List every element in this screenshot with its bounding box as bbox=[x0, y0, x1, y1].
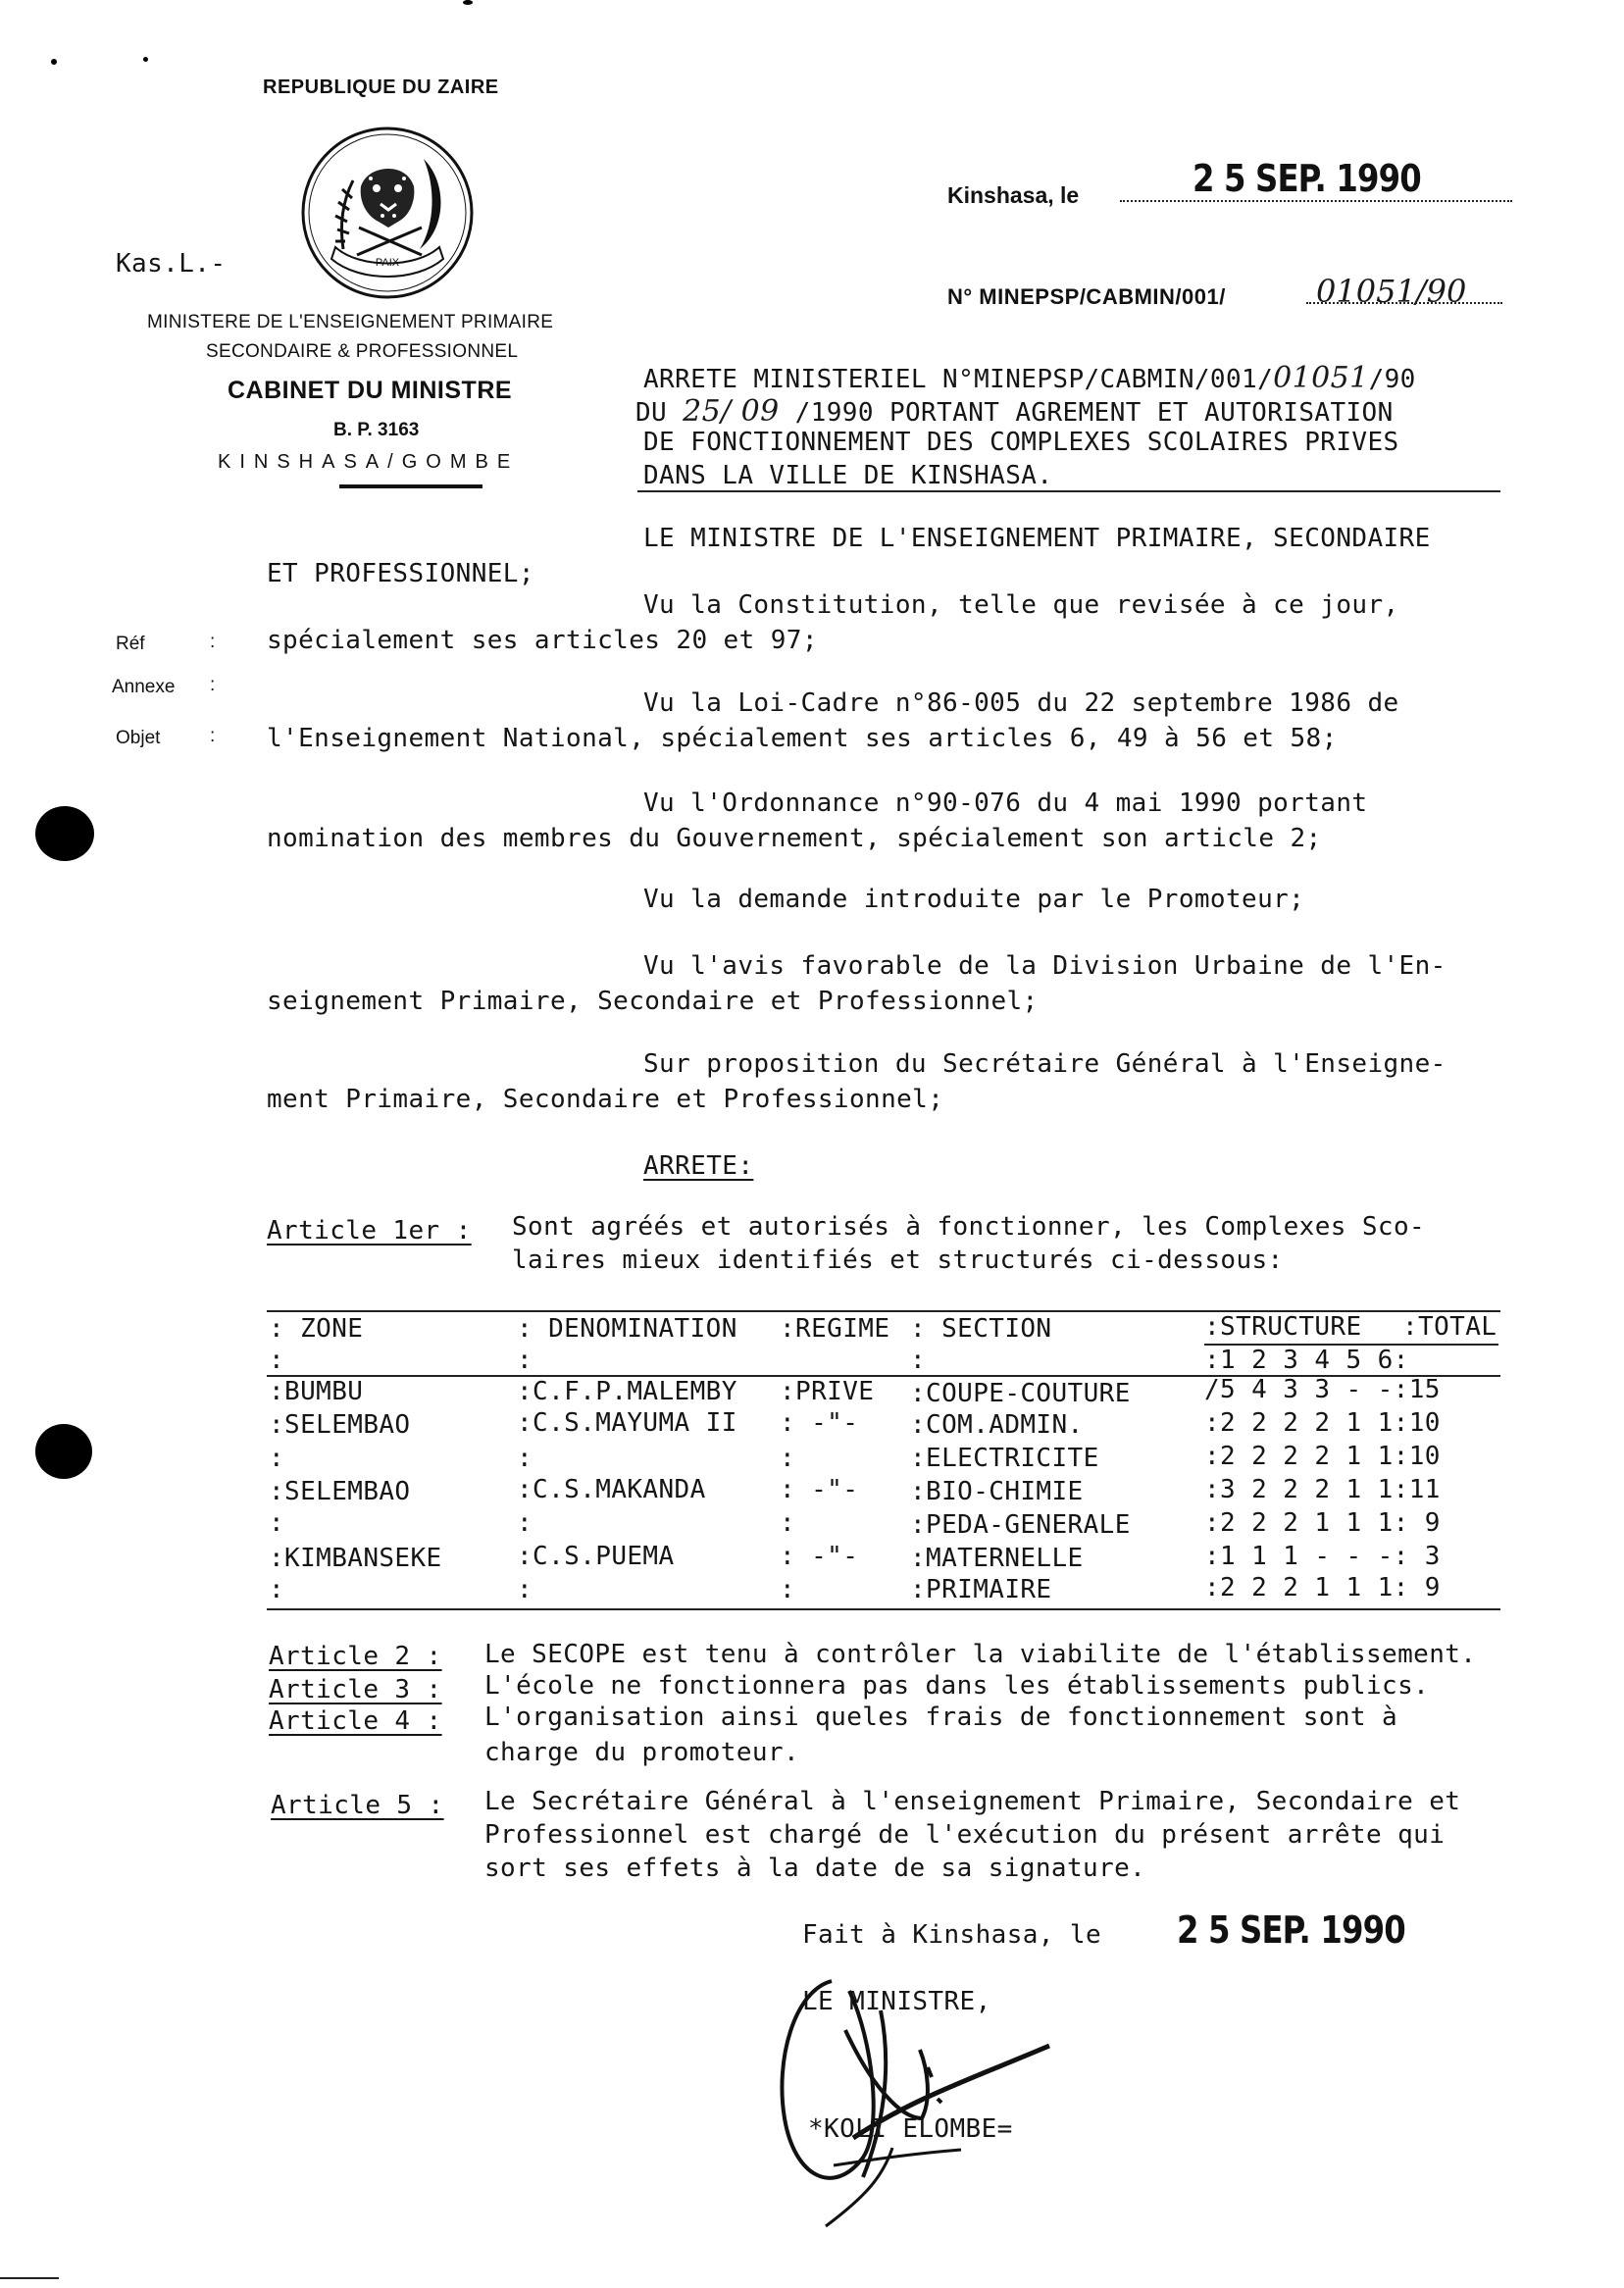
decree-title-line-3: DE FONCTIONNEMENT DES COMPLEXES SCOLAIRES PRIVES bbox=[643, 428, 1399, 457]
body-line-13: ment Primaire, Secondaire et Professionnel; bbox=[267, 1085, 944, 1114]
cell-structure-total: :2 2 2 1 1 1: 9 bbox=[1204, 1573, 1441, 1602]
article-2-label: Article 2 : bbox=[269, 1642, 442, 1671]
subheader-structure-years: :1 2 3 4 5 6: bbox=[1204, 1346, 1409, 1375]
decree-title-line-4: DANS LA VILLE DE KINSHASA. bbox=[643, 461, 1053, 490]
national-emblem-icon bbox=[300, 126, 475, 300]
header-structure: :STRUCTURE bbox=[1204, 1312, 1362, 1342]
title-rule bbox=[637, 490, 1500, 492]
cell-regime: : bbox=[780, 1508, 796, 1538]
cell-structure-total: :3 2 2 2 1 1:11 bbox=[1204, 1475, 1441, 1504]
body-line-2: ET PROFESSIONNEL; bbox=[267, 559, 534, 588]
header-denomination: : DENOMINATION bbox=[517, 1314, 737, 1344]
punch-hole bbox=[35, 806, 94, 861]
sender-initials: Kas.L.- bbox=[116, 249, 227, 279]
cell-section: :PRIMAIRE bbox=[910, 1575, 1052, 1604]
cell-regime: : bbox=[780, 1575, 796, 1604]
article-4-text-line-2: charge du promoteur. bbox=[484, 1738, 800, 1767]
minister-name: *KOLI ELOMBE= bbox=[808, 2114, 1013, 2144]
decree-title-line-1: ARRETE MINISTERIEL N°MINEPSP/CABMIN/001/01051/90 bbox=[643, 361, 1416, 395]
cell-structure-total: /5 4 3 3 - -:15 bbox=[1204, 1375, 1441, 1404]
article-5-text-line-3: sort ses effets à la date de sa signature. bbox=[484, 1854, 1146, 1883]
cell-section: :BIO-CHIMIE bbox=[910, 1477, 1084, 1506]
cabinet-heading: CABINET DU MINISTRE bbox=[228, 377, 513, 404]
cell-structure-total: :1 1 1 - - -: 3 bbox=[1204, 1542, 1441, 1571]
po-box: B. P. 3163 bbox=[333, 420, 420, 440]
arrete-heading: ARRETE: bbox=[643, 1151, 754, 1181]
header-regime: :REGIME bbox=[780, 1314, 890, 1344]
article-5-label: Article 5 : bbox=[271, 1791, 444, 1820]
objet-label: Objet bbox=[116, 728, 161, 748]
body-line-7: Vu l'Ordonnance n°90-076 du 4 mai 1990 portant bbox=[643, 788, 1368, 818]
cell-zone: : bbox=[269, 1508, 285, 1538]
cell-zone: :SELEMBAO bbox=[269, 1410, 411, 1440]
objet-colon: : bbox=[210, 726, 216, 746]
cell-zone: :BUMBU bbox=[269, 1377, 364, 1406]
annexe-label: Annexe bbox=[112, 677, 176, 697]
city-underline bbox=[339, 484, 482, 488]
decree-title-line-2: DU 25/ 09 /1990 PORTANT AGREMENT ET AUTORISATION bbox=[635, 394, 1394, 429]
article-3-label: Article 3 : bbox=[269, 1675, 442, 1704]
date-dotted-line bbox=[1120, 200, 1512, 202]
svg-text:PAIX: PAIX bbox=[375, 257, 400, 269]
cell-section: :COUPE-COUTURE bbox=[910, 1379, 1131, 1408]
ministry-line-1: MINISTERE DE L'ENSEIGNEMENT PRIMAIRE bbox=[147, 312, 554, 332]
republic-heading: REPUBLIQUE DU ZAIRE bbox=[263, 76, 499, 98]
article-5-text-line-1: Le Secrétaire Général à l'enseignement Primaire, Secondaire et bbox=[484, 1787, 1461, 1816]
article-1-line-1: Sont agréés et autorisés à fonctionner, les Complexes Sco- bbox=[512, 1212, 1426, 1242]
article-4-text-line-1: L'organisation ainsi queles frais de fonctionnement sont à bbox=[484, 1703, 1398, 1732]
place-date-label: Kinshasa, le bbox=[947, 182, 1080, 208]
body-line-11: seignement Primaire, Secondaire et Professionnel; bbox=[267, 987, 1039, 1016]
cell-denomination: :C.S.MAKANDA bbox=[517, 1475, 706, 1504]
cell-structure-total: :2 2 2 2 1 1:10 bbox=[1204, 1408, 1441, 1438]
cell-denomination: :C.F.P.MALEMBY bbox=[517, 1377, 737, 1406]
cell-denomination: :C.S.MAYUMA II bbox=[517, 1408, 737, 1438]
scan-speck bbox=[463, 0, 473, 5]
body-line-12: Sur proposition du Secrétaire Général à l'Enseigne- bbox=[643, 1049, 1446, 1079]
cell-zone: :SELEMBAO bbox=[269, 1477, 411, 1506]
scan-edge-mark bbox=[0, 2277, 59, 2279]
cell-structure-total: :2 2 2 1 1 1: 9 bbox=[1204, 1508, 1441, 1538]
body-line-9: Vu la demande introduite par le Promoteur; bbox=[643, 885, 1305, 914]
reference-handwritten: 01051/90 bbox=[1316, 273, 1467, 310]
scan-speck bbox=[51, 59, 57, 65]
cell-section: :COM.ADMIN. bbox=[910, 1410, 1084, 1440]
body-line-6: l'Enseignement National, spécialement ses articles 6, 49 à 56 et 58; bbox=[267, 724, 1338, 753]
article-1-line-2: laires mieux identifiés et structurés ci-dessous: bbox=[512, 1246, 1284, 1275]
ref-label: Réf bbox=[116, 634, 145, 654]
minister-signature bbox=[755, 1952, 1079, 2236]
cell-structure-total: :2 2 2 2 1 1:10 bbox=[1204, 1442, 1441, 1471]
date-stamp: 2 5 SEP. 1990 bbox=[1193, 157, 1421, 200]
scan-speck bbox=[143, 57, 148, 62]
body-line-10: Vu l'avis favorable de la Division Urbaine de l'En- bbox=[643, 951, 1446, 981]
cell-denomination: : bbox=[517, 1508, 533, 1538]
subheader-zone: : bbox=[269, 1346, 285, 1375]
body-line-5: Vu la Loi-Cadre n°86-005 du 22 septembre 1986 de bbox=[643, 688, 1399, 718]
article-4-label: Article 4 : bbox=[269, 1706, 442, 1736]
subheader-section: : bbox=[910, 1346, 927, 1375]
body-line-4: spécialement ses articles 20 et 97; bbox=[267, 626, 818, 655]
article-2-text: Le SECOPE est tenu à contrôler la viabilite de l'établissement. bbox=[484, 1640, 1477, 1669]
punch-hole bbox=[35, 1424, 92, 1479]
cell-zone: :KIMBANSEKE bbox=[269, 1544, 442, 1573]
subheader-denomination: : bbox=[517, 1346, 533, 1375]
city-line: KINSHASA/GOMBE bbox=[218, 451, 520, 473]
cell-denomination: :C.S.PUEMA bbox=[517, 1542, 675, 1571]
cell-regime: :PRIVE bbox=[780, 1377, 875, 1406]
article-5-text-line-2: Professionnel est chargé de l'exécution du présent arrête qui bbox=[484, 1820, 1446, 1850]
cell-regime: : -"- bbox=[780, 1408, 859, 1438]
cell-regime: : -"- bbox=[780, 1542, 859, 1571]
annexe-colon: : bbox=[210, 675, 216, 695]
minister-title: LE MINISTRE, bbox=[802, 1987, 991, 2016]
cell-denomination: : bbox=[517, 1575, 533, 1604]
cell-zone: : bbox=[269, 1575, 285, 1604]
cell-denomination: : bbox=[517, 1444, 533, 1473]
reference-dotted-line bbox=[1306, 302, 1502, 304]
header-total: :TOTAL bbox=[1402, 1312, 1497, 1342]
cell-section: :PEDA-GENERALE bbox=[910, 1510, 1131, 1540]
cell-zone: : bbox=[269, 1444, 285, 1473]
header-zone: : ZONE bbox=[269, 1314, 364, 1344]
cell-regime: : bbox=[780, 1444, 796, 1473]
done-at-label: Fait à Kinshasa, le bbox=[802, 1920, 1102, 1950]
body-line-1: LE MINISTRE DE L'ENSEIGNEMENT PRIMAIRE, SECONDAIRE bbox=[643, 524, 1431, 553]
ref-colon: : bbox=[210, 632, 216, 652]
body-line-3: Vu la Constitution, telle que revisée à ce jour, bbox=[643, 590, 1399, 620]
table-bottom-rule bbox=[267, 1608, 1500, 1610]
header-section: : SECTION bbox=[910, 1314, 1052, 1344]
closing-date-stamp: 2 5 SEP. 1990 bbox=[1177, 1908, 1405, 1952]
ministry-line-2: SECONDAIRE & PROFESSIONNEL bbox=[206, 341, 519, 362]
article-1-label: Article 1er : bbox=[267, 1216, 472, 1246]
cell-section: :ELECTRICITE bbox=[910, 1444, 1099, 1473]
reference-number: N° MINEPSP/CABMIN/001/ bbox=[947, 284, 1226, 309]
article-3-text: L'école ne fonctionnera pas dans les établissements publics. bbox=[484, 1671, 1430, 1701]
body-line-8: nomination des membres du Gouvernement, spécialement son article 2; bbox=[267, 824, 1322, 853]
cell-regime: : -"- bbox=[780, 1475, 859, 1504]
cell-section: :MATERNELLE bbox=[910, 1544, 1084, 1573]
